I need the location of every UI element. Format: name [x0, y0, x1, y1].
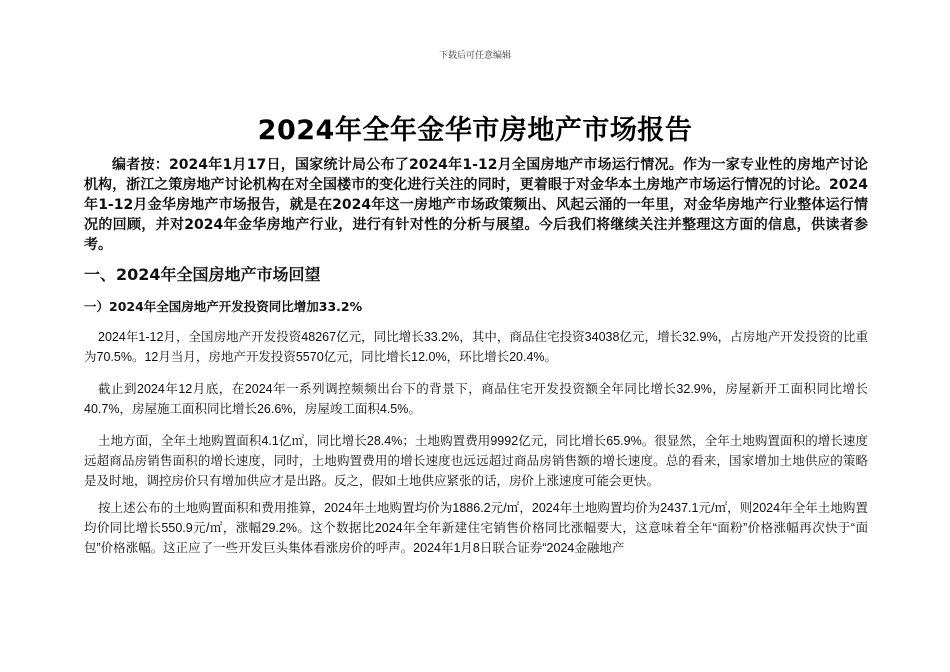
header-note: 下载后可任意编辑: [438, 51, 511, 61]
body-paragraph: 2024年1-12月，全国房地产开发投资48267亿元，同比增长33.2%，其中，商品住宅投资34038亿元，增长32.9%，占房地产开发投资的比重为70.5%。12月当月，房地产开发投资5570亿元，同比增长12.0%，环比增长20.4%。: [84, 330, 868, 364]
body-paragraph: 截止到2024年12月底，在2024年一系列调控频频出台下的背景下，商品住宅开发投资额全年同比增长32.9%，房屋新开工面积同比增长40.7%，房屋施工面积同比增长26.6%，房屋竣工面积4.5%。: [84, 382, 868, 416]
body-paragraph: 土地方面，全年土地购置面积4.1亿㎡，同比增长28.4%；土地购置费用9992亿元，同比增长65.9%。很显然，全年土地购置面积的增长速度远超商品房销售面积的增长速度，同时，土地购置费用的增长速度也远远超过商品房销售额的增长速度。总的看来，国家增加土地供应的策略是及时地，调控房价只有增加供应才是出路。反之，假如土地供应紧张的话，房价上涨速度可能会更快。: [84, 434, 868, 488]
section-heading: 一、2024年全国房地产市场回望: [84, 265, 321, 284]
body-paragraph: 按上述公布的土地购置面积和费用推算，2024年土地购置均价为1886.2元/㎡，2024年土地购置均价为2437.1元/㎡，则2024年全年土地购置均价同比增长550.9元/㎡，涨幅29.2%。这个数据比2024年全年新建住宅销售价格同比涨幅要大，这意味着全年“面粉”价格涨幅再次快于“面包”价格涨幅。这正应了一些开发巨头集体看涨房价的呼声。2024年1月8日联合证券“2024金融地产: [84, 501, 868, 555]
page-title: 2024年全年金华市房地产市场报告: [257, 115, 693, 146]
subsection-heading: 一）2024年全国房地产开发投资同比增加33.2%: [84, 299, 363, 314]
editor-note-paragraph: 编者按：2024年1月17日，国家统计局公布了2024年1-12月全国房地产市场运行情况。作为一家专业性的房地产讨论机构，浙江之策房地产讨论机构在对全国楼市的变化进行关注的同时，更着眼于对金华本土房地产市场运行情况的讨论。2024年1-12月金华房地产市场报告，就是在2024年这一房地产市场政策频出、风起云涌的一年里，对金华房地产行业整体运行情况的回顾，并对2024年金华房地产行业，进行有针对性的分析与展望。今后我们将继续关注并整理这方面的信息，供读者参考。: [84, 157, 868, 253]
